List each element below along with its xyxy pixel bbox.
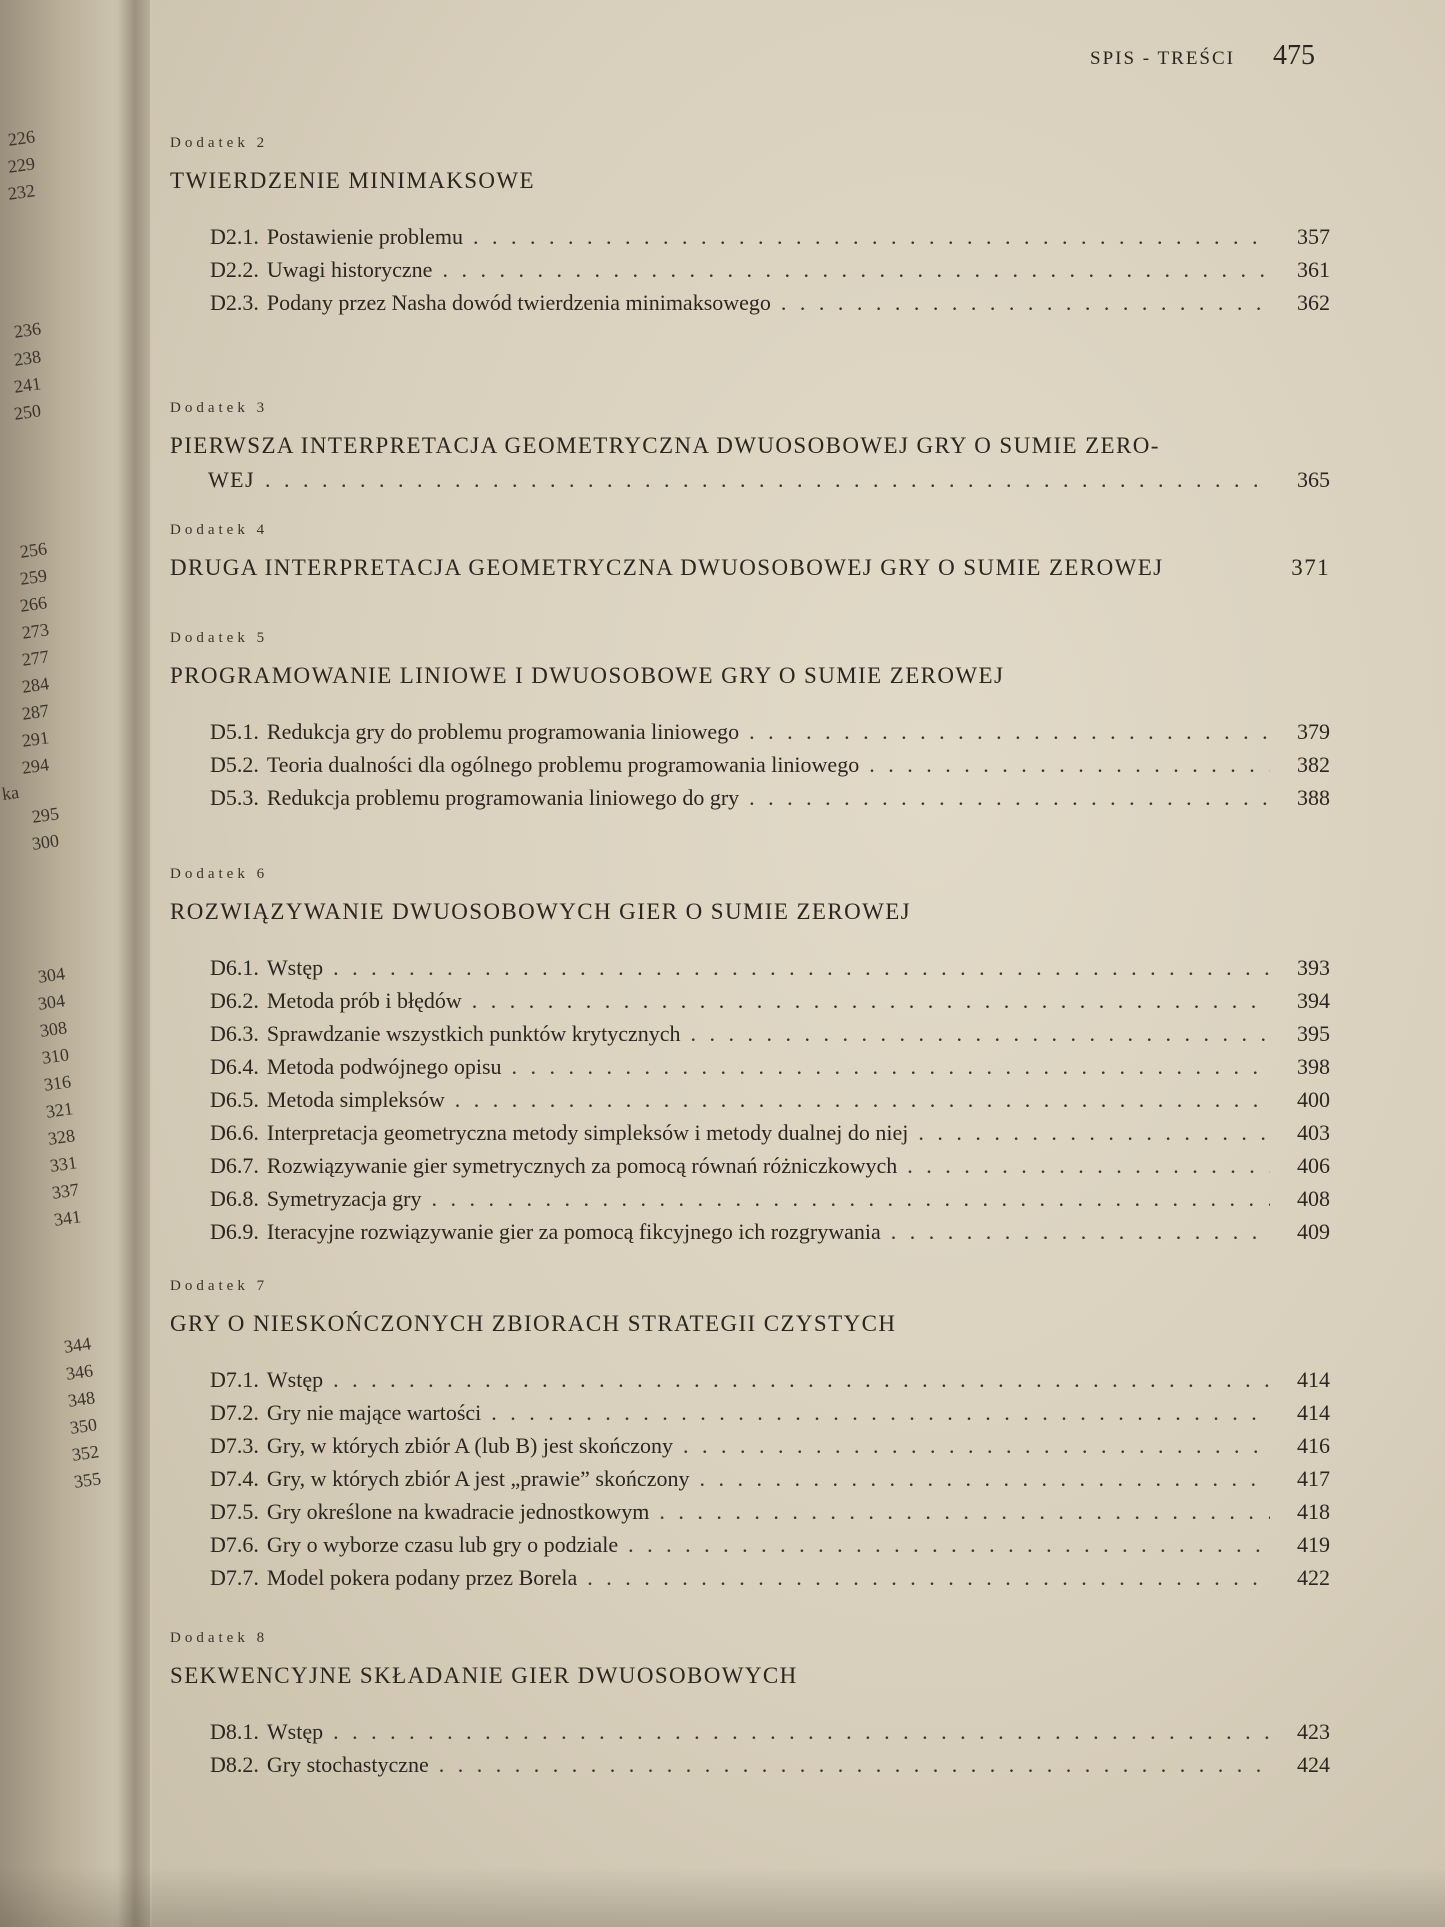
leader-dots [442,253,1270,286]
toc-entry[interactable] [210,1561,1330,1594]
toc-entry[interactable] [210,1528,1330,1561]
entry-page: 414 [1297,1400,1330,1425]
leader-dots [333,951,1270,984]
toc-entry[interactable] [210,1182,1330,1215]
toc-entry[interactable] [210,1462,1330,1495]
appendix-page: 365 [1297,467,1330,492]
entry-code: D2.1. [210,224,259,249]
toc-entry[interactable] [210,715,1330,748]
toc-entry[interactable] [210,1050,1330,1083]
entry-title: Symetryzacja gry [266,1186,422,1211]
entry-page: 400 [1297,1087,1330,1112]
entry-list [170,715,1330,814]
entry-code: D6.9. [210,1219,259,1244]
previous-page-number: 256 [18,538,49,562]
entry-code: D5.1. [210,719,259,744]
toc-entry[interactable] [210,1748,1330,1781]
entry-code: D8.2. [210,1752,259,1777]
appendix-title: ROZWIĄZYWANIE DWUOSOBOWYCH GIER O SUMIE ZEROWEJ [170,899,912,924]
toc-entry[interactable] [210,1715,1330,1748]
entry-title: Redukcja gry do problemu programowania liniowego [266,719,740,744]
previous-page-number: 316 [42,1071,73,1095]
entry-code: D6.5. [210,1087,259,1112]
previous-page-number: 331 [48,1152,79,1176]
entry-list [170,1363,1330,1594]
toc-entry[interactable] [210,1363,1330,1396]
previous-page-number: 337 [50,1179,81,1203]
previous-page-number: 232 [6,180,37,204]
appendix-label: Dodatek 5 [170,630,269,646]
entry-code: D6.1. [210,955,259,980]
previous-page-number: 287 [20,700,51,724]
leader-dots [907,1149,1270,1182]
running-head-title: SPIS - TREŚCI [1090,48,1235,69]
toc-entry[interactable] [210,1017,1330,1050]
entry-title: Wstęp [266,1367,324,1392]
toc-entry[interactable] [210,1396,1330,1429]
toc-entry[interactable] [210,951,1330,984]
entry-page: 388 [1297,785,1330,810]
entry-list [170,951,1330,1248]
previous-page-number: 284 [20,673,51,697]
leader-dots [749,781,1270,814]
entry-title: Metoda simpleksów [266,1087,445,1112]
appendix-label: Dodatek 8 [170,1630,269,1646]
entry-code: D7.2. [210,1400,259,1425]
entry-title: Model pokera podany przez Borela [266,1565,578,1590]
previous-page-number: 259 [18,565,49,589]
entry-title: Gry nie mające wartości [266,1400,482,1425]
previous-page-number: 348 [66,1387,97,1411]
entry-list [170,1715,1330,1781]
entry-page: 362 [1297,290,1330,315]
appendix-title: DRUGA INTERPRETACJA GEOMETRYCZNA DWUOSOBOWEJ GRY O SUMIE ZEROWEJ [170,555,1164,580]
entry-title: Metoda podwójnego opisu [266,1054,502,1079]
title-continuation-text: WEJ [208,467,255,492]
entry-code: D7.1. [210,1367,259,1392]
toc-entry[interactable] [210,1429,1330,1462]
appendix-section [170,400,1330,496]
appendix-label: Dodatek 7 [170,1278,269,1294]
previous-page-number: 291 [20,727,51,751]
previous-page-edge [0,0,150,1927]
entry-title: Iteracyjne rozwiązywanie gier za pomocą fikcyjnego ich rozgrywania [266,1219,881,1244]
previous-page-number: 308 [38,1017,69,1041]
running-head [1090,40,1315,72]
entry-title: Redukcja problemu programowania liniowego do gry [266,785,740,810]
entry-page: 403 [1297,1120,1330,1145]
toc-entry[interactable] [210,1149,1330,1182]
previous-page-number: 344 [62,1333,93,1357]
previous-page-number: 236 [12,318,43,342]
toc-entry[interactable] [210,286,1330,319]
leader-dots [869,748,1270,781]
entry-page: 417 [1297,1466,1330,1491]
entry-title: Gry, w których zbiór A (lub B) jest skończony [266,1433,674,1458]
entry-code: D6.8. [210,1186,259,1211]
appendix-label: Dodatek 3 [170,400,269,416]
previous-page-number: 226 [6,126,37,150]
entry-title: Interpretacja geometryczna metody simpleksów i metody dualnej do niej [266,1120,909,1145]
entry-code: D6.2. [210,988,259,1013]
entry-title: Postawienie problemu [266,224,464,249]
entry-code: D7.4. [210,1466,259,1491]
previous-page-number: 304 [36,990,67,1014]
previous-page-number: 241 [12,373,43,397]
leader-dots [781,286,1270,319]
toc-entry[interactable] [210,984,1330,1017]
previous-page-number: 300 [30,830,61,854]
appendix-title: GRY O NIESKOŃCZONYCH ZBIORACH STRATEGII CZYSTYCH [170,1311,897,1336]
entry-code: D5.3. [210,785,259,810]
appendix-title: SEKWENCYJNE SKŁADANIE GIER DWUOSOBOWYCH [170,1663,798,1688]
entry-title: Uwagi historyczne [266,257,433,282]
entry-code: D7.7. [210,1565,259,1590]
entry-title: Rozwiązywanie gier symetrycznych za pomocą równań różniczkowych [266,1153,898,1178]
entry-code: D2.3. [210,290,259,315]
entry-page: 416 [1297,1433,1330,1458]
entry-code: D8.1. [210,1719,259,1744]
previous-page-number: 277 [20,646,51,670]
entry-title: Gry, w których zbiór A jest „prawie” skończony [266,1466,690,1491]
previous-page-number: 304 [36,963,67,987]
entry-page: 409 [1297,1219,1330,1244]
leader-dots [699,1462,1270,1495]
entry-list [170,220,1330,319]
previous-page-number: 328 [46,1125,77,1149]
appendix-section [170,630,1330,814]
leader-dots [628,1528,1270,1561]
leader-dots [491,1396,1270,1429]
entry-page: 423 [1297,1719,1330,1744]
entry-page: 414 [1297,1367,1330,1392]
appendix-title: PROGRAMOWANIE LINIOWE I DWUOSOBOWE GRY O SUMIE ZEROWEJ [170,663,1005,688]
leader-dots [333,1715,1270,1748]
entry-page: 361 [1297,257,1330,282]
entry-code: D6.6. [210,1120,259,1145]
leader-dots [265,463,1270,496]
entry-code: D6.3. [210,1021,259,1046]
appendix-section [170,135,1330,319]
previous-page-number: 229 [6,153,37,177]
previous-page-number: 266 [18,592,49,616]
previous-page-number: 350 [68,1414,99,1438]
page-number: 475 [1273,40,1315,71]
entry-title: Sprawdzanie wszystkich punktów krytycznych [266,1021,681,1046]
entry-code: D7.3. [210,1433,259,1458]
toc-entry[interactable] [210,1495,1330,1528]
leader-dots [439,1748,1270,1781]
entry-code: D6.7. [210,1153,259,1178]
appendix-section [170,866,1330,1248]
entry-page: 393 [1297,955,1330,980]
toc-entry[interactable] [210,220,1330,253]
entry-page: 395 [1297,1021,1330,1046]
previous-page-number: 352 [70,1441,101,1465]
entry-title: Gry o wyborze czasu lub gry o podziale [266,1532,619,1557]
leader-dots [683,1429,1270,1462]
leader-dots [333,1363,1270,1396]
previous-page-number: ka [0,781,21,805]
previous-page-number: 346 [64,1360,95,1384]
leader-dots [431,1182,1270,1215]
entry-title: Gry określone na kwadracie jednostkowym [266,1499,650,1524]
entry-title: Wstęp [266,1719,324,1744]
entry-page: 357 [1297,224,1330,249]
entry-code: D6.4. [210,1054,259,1079]
entry-title: Wstęp [266,955,324,980]
leader-dots [512,1050,1270,1083]
entry-page: 406 [1297,1153,1330,1178]
appendix-title: PIERWSZA INTERPRETACJA GEOMETRYCZNA DWUOSOBOWEJ GRY O SUMIE ZERO- [170,433,1160,458]
appendix-label: Dodatek 4 [170,522,269,538]
entry-page: 418 [1297,1499,1330,1524]
appendix-section [170,1278,1330,1594]
previous-page-number: 310 [40,1044,71,1068]
entry-page: 422 [1297,1565,1330,1590]
previous-page-number: 250 [12,400,43,424]
appendix-section [170,1630,1330,1781]
entry-title: Podany przez Nasha dowód twierdzenia minimaksowego [266,290,771,315]
spine-shadow [118,0,150,1927]
previous-page-number: 238 [12,346,43,370]
entry-page: 419 [1297,1532,1330,1557]
toc-entry[interactable] [210,253,1330,286]
entry-code: D7.6. [210,1532,259,1557]
toc-entry[interactable] [210,748,1330,781]
appendix-label: Dodatek 2 [170,135,269,151]
leader-dots [891,1215,1270,1248]
entry-page: 424 [1297,1752,1330,1777]
previous-page-number: 321 [44,1098,75,1122]
previous-page-number: 295 [30,803,61,827]
appendix-section [170,522,1330,585]
entry-page: 394 [1297,988,1330,1013]
previous-page-number: 355 [72,1468,103,1492]
leader-dots [473,220,1270,253]
previous-page-number: 294 [20,754,51,778]
entry-page: 382 [1297,752,1330,777]
toc-entry[interactable] [210,1215,1330,1248]
bottom-shadow [0,1867,1445,1927]
entry-title: Metoda prób i błędów [266,988,462,1013]
entry-title: Gry stochastyczne [266,1752,429,1777]
previous-page-number: 341 [52,1206,83,1230]
entry-page: 379 [1297,719,1330,744]
appendix-title: TWIERDZENIE MINIMAKSOWE [170,168,535,193]
previous-page-number: 273 [20,619,51,643]
leader-dots [918,1116,1270,1149]
leader-dots [455,1083,1270,1116]
entry-title: Teoria dualności dla ogólnego problemu programowania liniowego [266,752,860,777]
appendix-title-continuation [170,463,1330,496]
leader-dots [659,1495,1270,1528]
leader-dots [587,1561,1270,1594]
toc-entry[interactable] [210,781,1330,814]
appendix-title-row [170,551,1330,585]
entry-page: 398 [1297,1054,1330,1079]
entry-code: D2.2. [210,257,259,282]
entry-code: D7.5. [210,1499,259,1524]
appendix-page: 371 [1291,555,1330,580]
leader-dots [749,715,1270,748]
entry-page: 408 [1297,1186,1330,1211]
leader-dots [691,1017,1270,1050]
toc-entry[interactable] [210,1083,1330,1116]
leader-dots [472,984,1270,1017]
entry-code: D5.2. [210,752,259,777]
appendix-label: Dodatek 6 [170,866,269,882]
toc-entry[interactable] [210,1116,1330,1149]
